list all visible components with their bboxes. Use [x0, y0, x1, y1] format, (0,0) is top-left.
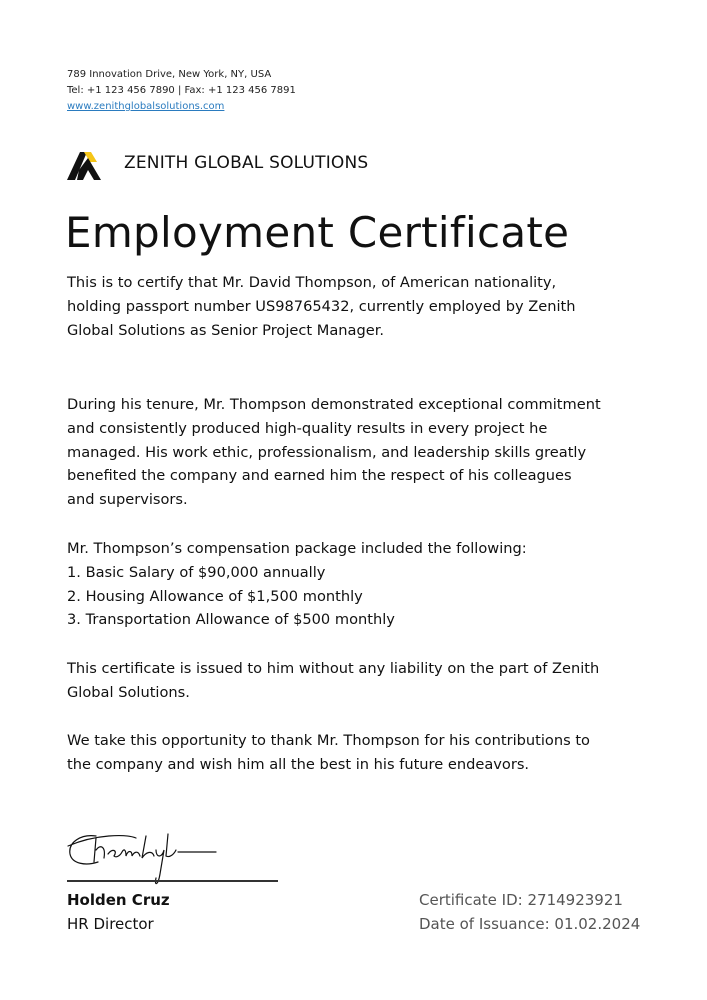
- text-line: This certificate is issued to him without any liability on the part of Zenith: [67, 660, 600, 677]
- paragraph-thanks: [67, 729, 590, 777]
- paragraph-liability: [67, 657, 599, 705]
- website-link[interactable]: www.zenithglobalsolutions.com: [67, 101, 225, 112]
- paragraph-performance: [67, 393, 601, 512]
- signature-line: [67, 880, 278, 882]
- list-item: 2. Housing Allowance of $1,500 monthly: [67, 587, 363, 605]
- text-line: We take this opportunity to thank Mr. Thompson for his contributions to: [67, 732, 590, 749]
- signatory-name: Holden Cruz: [67, 891, 170, 909]
- text-line: Mr. Thompson’s compensation package included the following:: [67, 540, 527, 557]
- list-item: 1. Basic Salary of $90,000 annually: [67, 563, 326, 581]
- phone-fax: Tel: +1 123 456 7890 | Fax: +1 123 456 7891: [67, 85, 296, 96]
- address: 789 Innovation Drive, New York, NY, USA: [67, 69, 272, 80]
- text-line: holding passport number US98765432, currently employed by Zenith: [67, 297, 576, 315]
- text-line: Global Solutions.: [67, 683, 190, 701]
- paragraph-certification: [67, 271, 576, 342]
- text-line: and supervisors.: [67, 491, 188, 509]
- letterhead-contact: [67, 67, 296, 115]
- paragraph-compensation: [67, 537, 527, 632]
- text-line: This is to certify that Mr. David Thompson, of American nationality,: [67, 274, 557, 291]
- signatory-role: HR Director: [67, 915, 154, 933]
- issuance-date: Date of Issuance: 01.02.2024: [419, 915, 641, 933]
- page-title: Employment Certificate: [65, 208, 570, 257]
- company-logo-icon: [67, 148, 107, 180]
- text-line: and consistently produced high-quality results in every project he: [67, 419, 548, 437]
- text-line: benefited the company and earned him the respect of his colleagues: [67, 467, 572, 485]
- text-line: Global Solutions as Senior Project Manager.: [67, 321, 385, 339]
- text-line: managed. His work ethic, professionalism, and leadership skills greatly: [67, 443, 587, 461]
- text-line: During his tenure, Mr. Thompson demonstrated exceptional commitment: [67, 396, 601, 413]
- list-item: 3. Transportation Allowance of $500 monthly: [67, 611, 395, 629]
- company-name: ZENITH GLOBAL SOLUTIONS: [124, 153, 369, 173]
- text-line: the company and wish him all the best in his future endeavors.: [67, 755, 530, 773]
- certificate-id: Certificate ID: 2714923921: [419, 891, 623, 909]
